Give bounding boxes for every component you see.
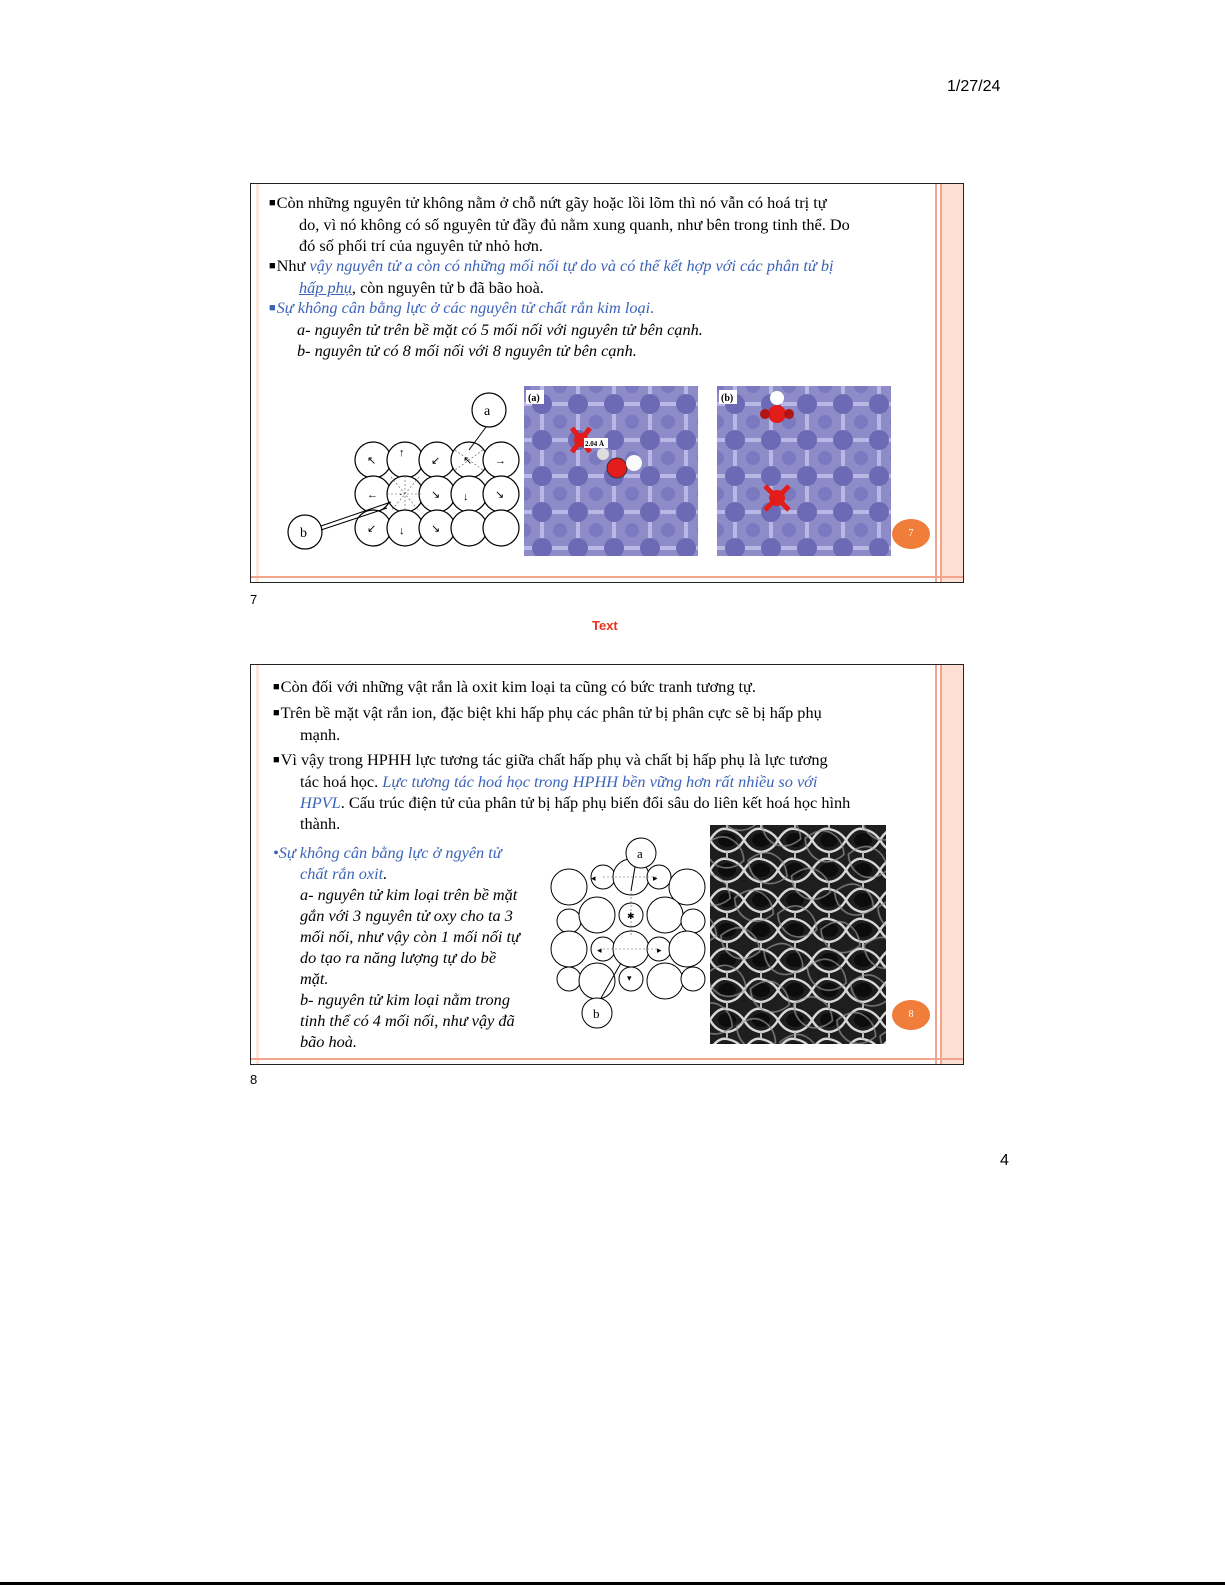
svg-text:↓: ↓	[463, 491, 469, 503]
diagram-label-a: a	[484, 404, 491, 419]
svg-text:▸: ▸	[657, 945, 662, 955]
slide8-paragraph-4: •Sự không cân bằng lực ở ngyên tử chất rắn oxit. a- nguyên tử kim loại trên bề mặt gắn với 3 nguyên tử oxy cho ta 3 mối nối, như vậy còn 1 mối nối tự do tạo ra năng lượng tự do bề mặt. b- nguyên tử kim loại nằm trong tinh thể có 4 mối nối, như vậy đã bão hoà.	[273, 843, 520, 1051]
slide-bottom-stripe	[251, 576, 963, 578]
svg-text:◂: ◂	[597, 945, 602, 955]
svg-text:↘: ↘	[495, 489, 505, 501]
header-date: 1/27/24	[947, 78, 1001, 95]
svg-text:◂: ◂	[591, 873, 596, 883]
svg-text:↙: ↙	[431, 455, 441, 467]
slide7-paragraph-3: ■Sự không cân bằng lực ở các nguyên tử chất rắn kim loại. a- nguyên tử trên bề mặt có 5 mối nối với nguyên tử bên cạnh. b- nguyên tử có 8 mối nối với 8 nguyên tử bên cạnh.	[269, 298, 703, 360]
slide-left-stripe	[256, 665, 259, 1064]
slide-left-stripe	[256, 184, 259, 582]
svg-text:↘: ↘	[431, 489, 441, 501]
slide-7-label: 7	[250, 592, 258, 607]
panel-b-label: (b)	[721, 393, 734, 404]
slide-8	[250, 664, 964, 1065]
svg-text:→: →	[495, 455, 506, 467]
svg-text:✱: ✱	[627, 911, 635, 921]
slide7-paragraph-1: ■Còn những nguyên tử không nằm ở chỗ nứt gãy hoặc lồi lõm thì nó vẫn có hoá trị tự do, vì nó không có số nguyên tử đầy đủ nằm xung quanh, như bên trong tinh thể. Do đó số phối trí của nguyên tử nhỏ hơn.	[269, 193, 850, 255]
slide-number-badge: 7	[892, 519, 930, 549]
metal-atom-diagram	[281, 380, 521, 560]
svg-text:▸: ▸	[653, 873, 658, 883]
surface-panel-a	[524, 386, 698, 556]
svg-text:▾: ▾	[627, 973, 632, 983]
placeholder-text: Text	[592, 618, 618, 633]
slide8-paragraph-2: ■Trên bề mặt vật rắn ion, đặc biệt khi hấp phụ các phân tử bị phân cực sẽ bị hấp phụ mạnh.	[273, 703, 822, 744]
svg-text:2.04 Å: 2.04 Å	[585, 440, 605, 448]
slide-right-stripes	[933, 184, 963, 582]
slide8-paragraph-1: ■Còn đối với những vật rắn là oxit kim loại ta cũng có bức tranh tương tự.	[273, 677, 756, 696]
svg-text:↖: ↖	[463, 455, 473, 467]
svg-text:·: ·	[399, 489, 403, 501]
oxide-atom-diagram	[547, 833, 707, 1033]
svg-text:↘: ↘	[431, 523, 441, 535]
slide-8-label: 8	[250, 1072, 258, 1087]
svg-text:←: ←	[367, 489, 378, 501]
svg-text:↓: ↓	[399, 525, 405, 537]
svg-text:↑: ↑	[399, 447, 405, 459]
svg-text:↖: ↖	[367, 455, 377, 467]
slide-number-badge: 8	[892, 1000, 930, 1030]
panel-a-label: (a)	[528, 393, 540, 404]
foam-structure-image	[710, 825, 886, 1044]
page-number: 4	[1000, 1152, 1009, 1169]
diagram-label-b: b	[300, 526, 307, 541]
slide7-paragraph-2: ■Như vậy nguyên tử a còn có những mối nối tự do và có thể kết hợp với các phân tử bị hấp phụ, còn nguyên tử b đã bão hoà.	[269, 256, 834, 297]
slide-right-stripes	[933, 665, 963, 1064]
oxide-label-a: a	[637, 846, 643, 861]
svg-text:↙: ↙	[367, 523, 377, 535]
oxide-label-b: b	[593, 1006, 600, 1021]
surface-panel-b	[717, 386, 891, 556]
slide-7	[250, 183, 964, 583]
slide8-paragraph-3: ■Vì vậy trong HPHH lực tương tác giữa chất hấp phụ và chất bị hấp phụ là lực tương tác hoá học. Lực tương tác hoá học trong HPHH bền vững hơn rất nhiều so với HPVL. Cấu trúc điện tử của phân tử bị hấp phụ biến đổi sâu do liên kết hoá học hình thành.	[273, 750, 851, 833]
slide-bottom-stripe	[251, 1058, 963, 1060]
